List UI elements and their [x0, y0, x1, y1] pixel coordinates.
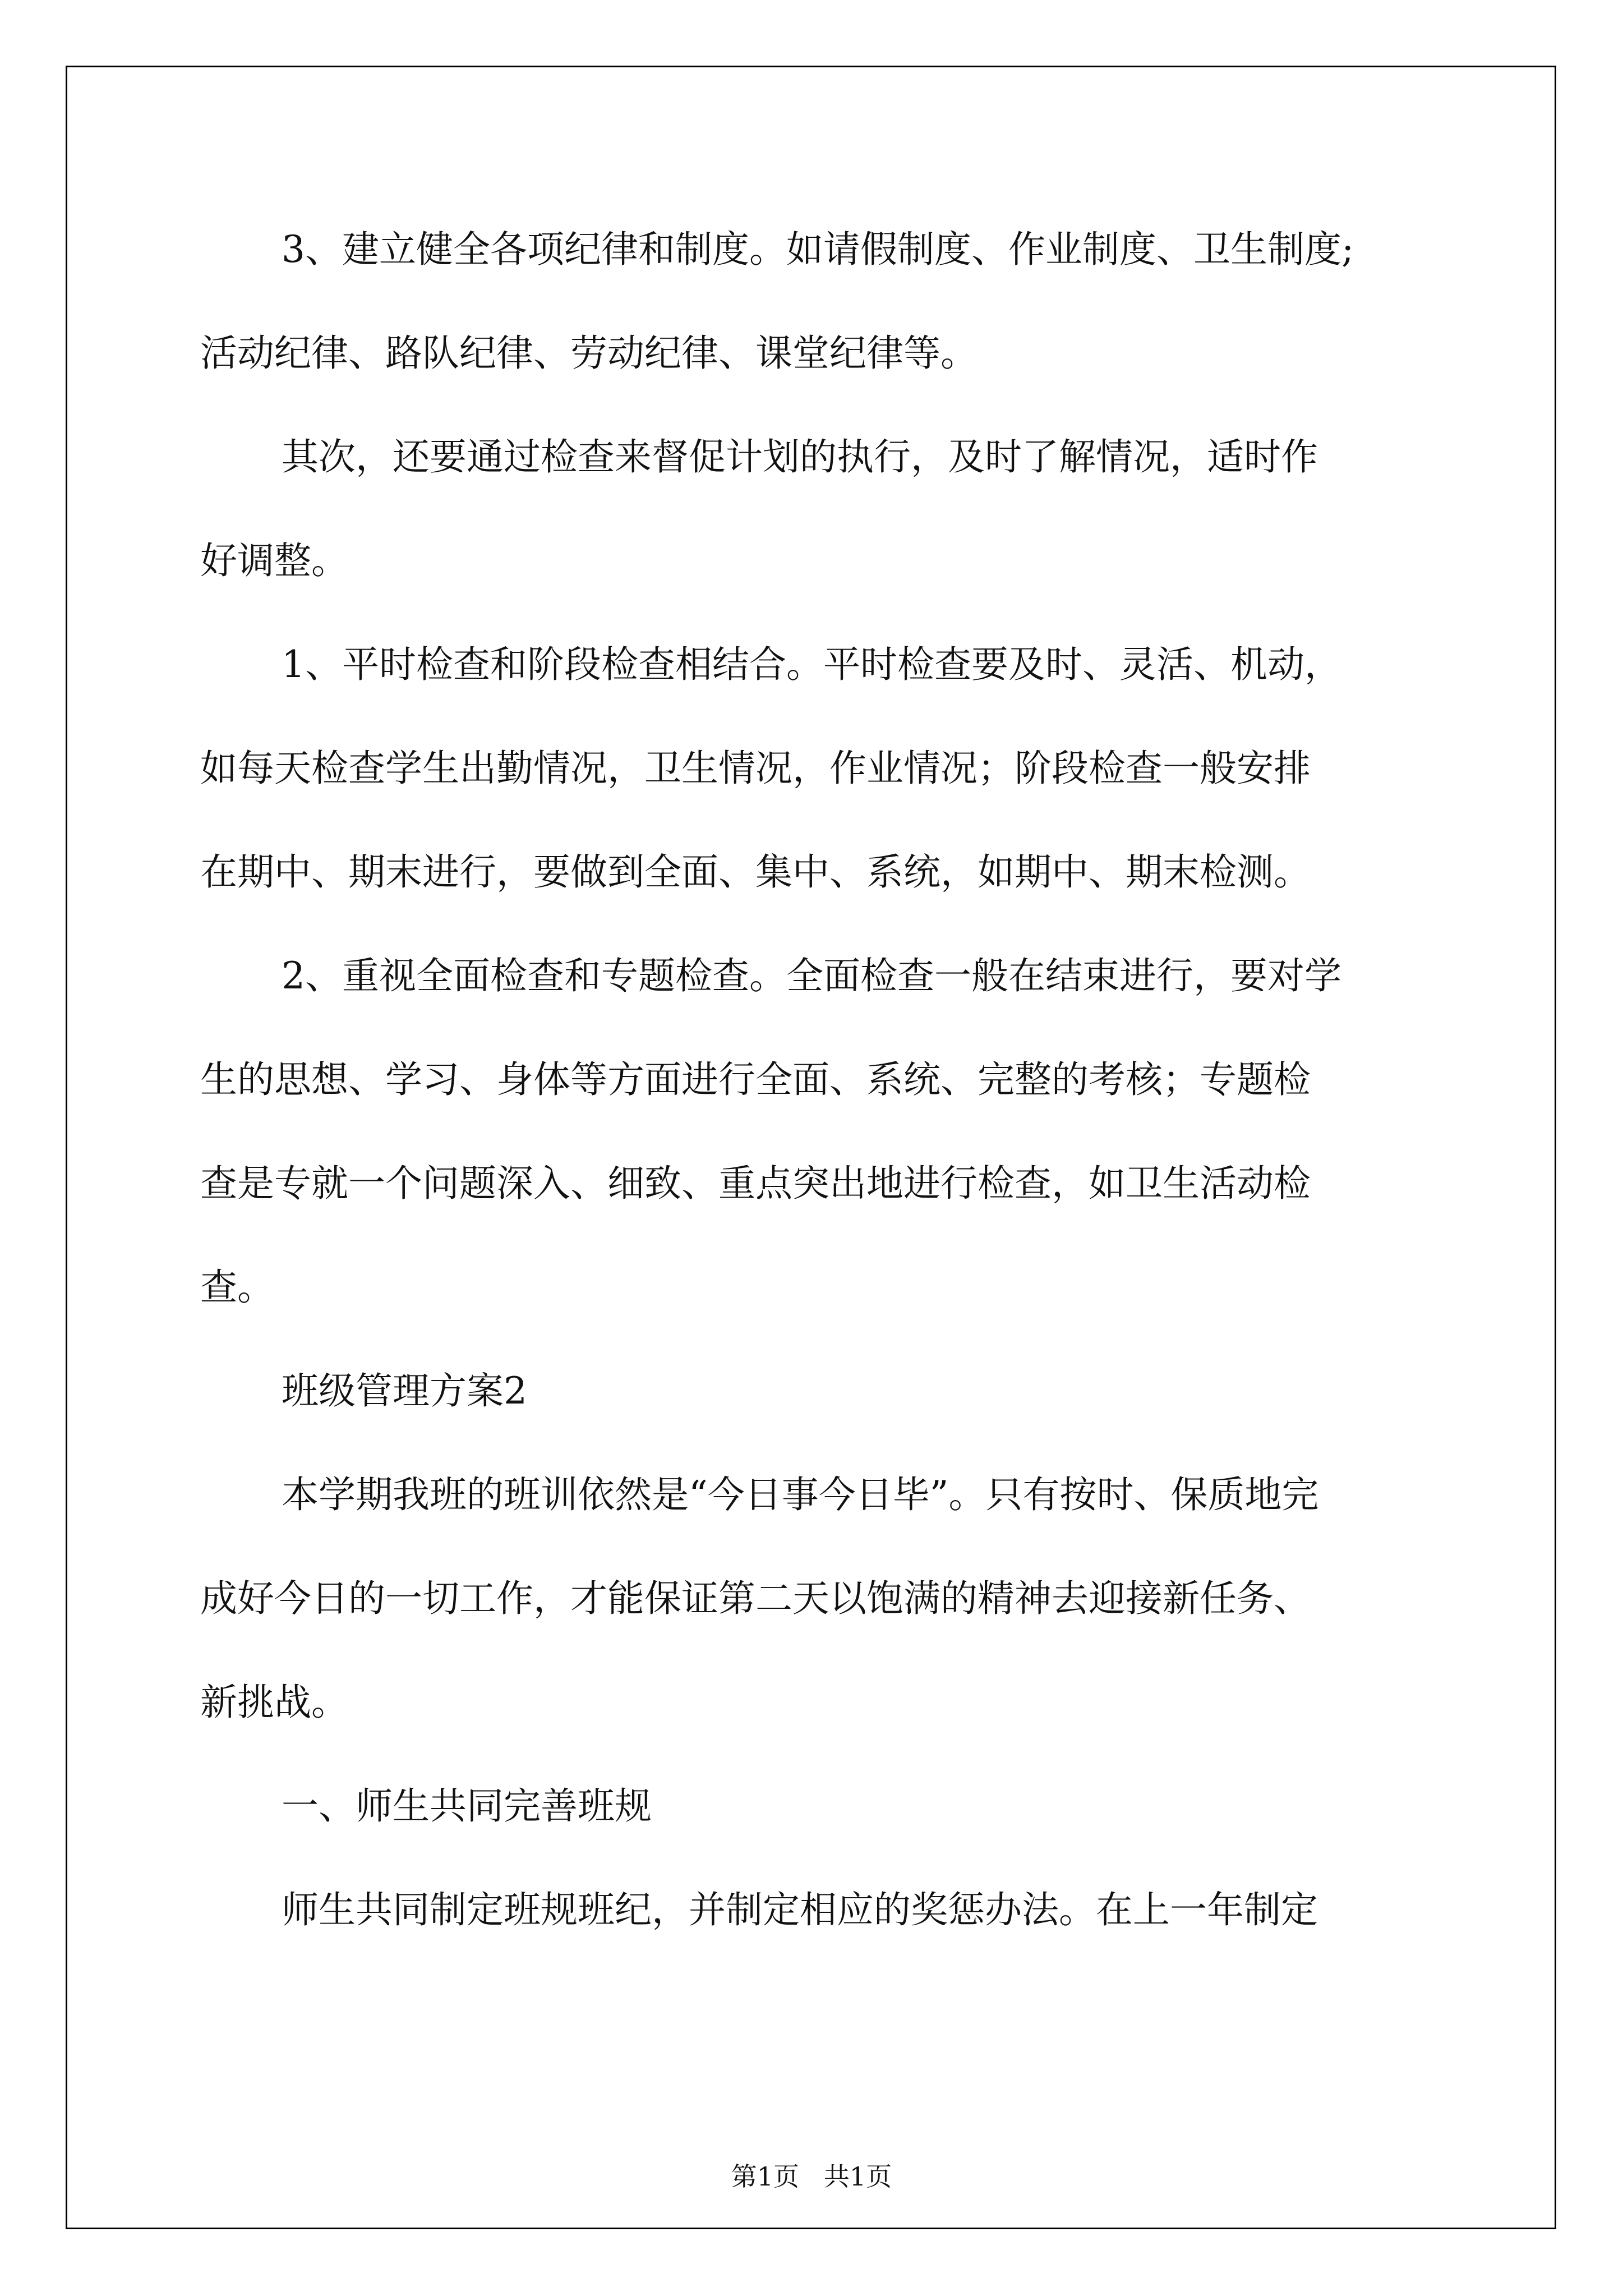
body-line: 生的思想、学习、身体等方面进行全面、系统、完整的考核；专题检: [200, 1058, 1311, 1101]
section-heading: 班级管理方案2: [282, 1369, 527, 1412]
body-line: 成好今日的一切工作，才能保证第二天以饱满的精神去迎接新任务、: [200, 1577, 1311, 1620]
body-line: 其次，还要通过检查来督促计划的执行，及时了解情况，适时作: [282, 435, 1318, 478]
body-line: 本学期我班的班训依然是“今日事今日毕”。只有按时、保质地完: [282, 1473, 1319, 1516]
body-line: 师生共同制定班规班纪，并制定相应的奖惩办法。在上一年制定: [282, 1888, 1318, 1931]
body-line: 查。: [200, 1266, 274, 1309]
body-line: 好调整。: [200, 539, 348, 582]
body-line: 如每天检查学生出勤情况，卫生情况，作业情况；阶段检查一般安排: [200, 747, 1311, 790]
subsection-heading: 一、师生共同完善班规: [282, 1784, 652, 1828]
body-line: 查是专就一个问题深入、细致、重点突出地进行检查，如卫生活动检: [200, 1162, 1311, 1205]
body-line: 2、重视全面检查和专题检查。全面检查一般在结束进行，要对学: [282, 954, 1341, 997]
body-line: 1、平时检查和阶段检查相结合。平时检查要及时、灵活、机动，: [282, 643, 1341, 686]
body-line: 在期中、期末进行，要做到全面、集中、系统，如期中、期末检测。: [200, 850, 1311, 894]
page-number-footer: 第1页 共1页: [731, 2161, 892, 2192]
body-line: 新挑战。: [200, 1681, 348, 1724]
body-line: 3、建立健全各项纪律和制度。如请假制度、作业制度、卫生制度;: [282, 228, 1354, 271]
body-line: 活动纪律、路队纪律、劳动纪律、课堂纪律等。: [200, 332, 978, 375]
